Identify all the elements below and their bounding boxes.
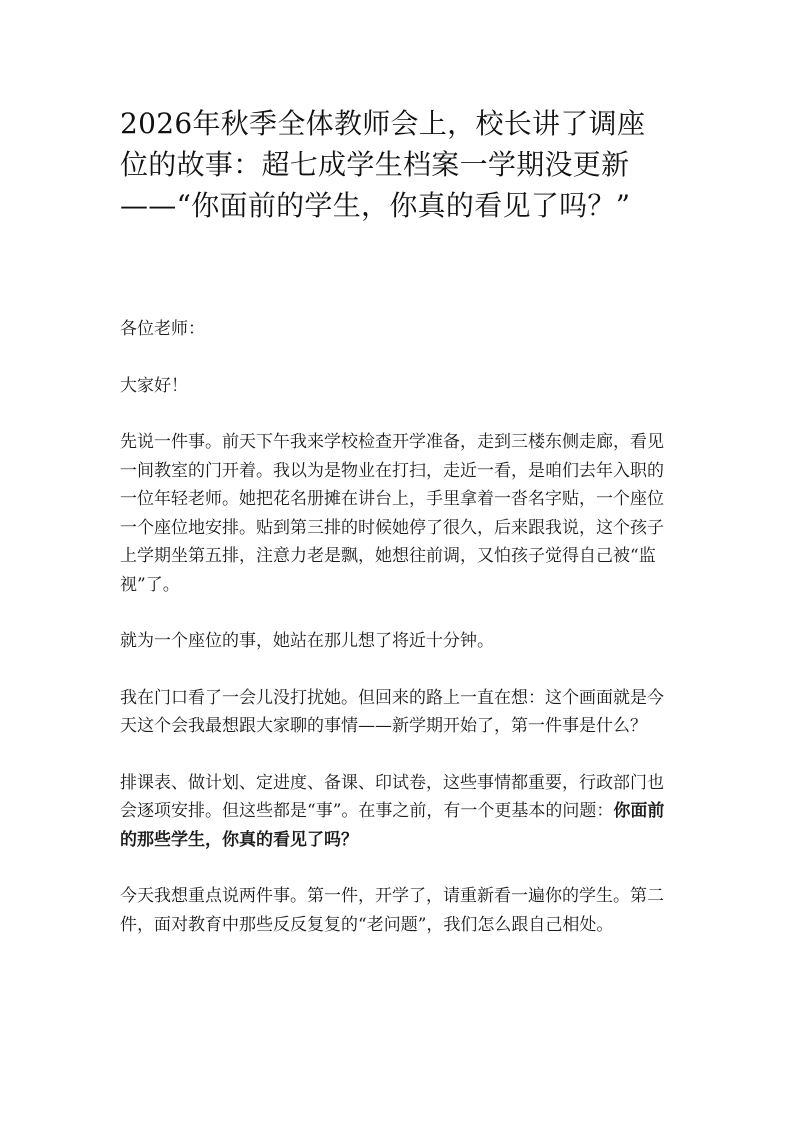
salutation: 各位老师：: [120, 319, 205, 339]
paragraph-key-question: [120, 769, 665, 855]
key-question-bold: 你面前的那些学生，你真的看见了吗？: [120, 801, 665, 850]
document-body: [120, 315, 665, 967]
greeting: 大家好！: [120, 375, 188, 396]
paragraph-reflection: 我在门口看了一会儿没打扰她。但回来的路上一直在想：这个画面就是今天这个会我最想跟大家聊的事情——新学期开始了，第一件事是什么？: [120, 687, 664, 736]
paragraph-key-question-text: 排课表、做计划、定进度、备课、印试卷，这些事情都重要，行政部门也会逐项安排。但这些都是“事”。在事之前，有一个更基本的问题：: [120, 772, 664, 821]
paragraph-ten-minutes: 就为一个座位的事，她站在那儿想了将近十分钟。: [120, 631, 494, 651]
paragraph-story: 先说一件事。前天下午我来学校检查开学准备，走到三楼东侧走廊，看见一间教室的门开着。我以为是物业在打扫，走近一看，是咱们去年入职的一位年轻老师。她把花名册摊在讲台上，手里拿着一沓名字贴，一个座位一个座位地安排。贴到第三排的时候她停了很久，后来跟我说，这个孩子上学期坐第五排，注意力老是飘，她想往前调，又怕孩子觉得自己被“监视”了。: [120, 432, 664, 595]
document-title: 2026年秋季全体教师会上，校长讲了调座位的故事：超七成学生档案一学期没更新——“你面前的学生，你真的看见了吗？”: [120, 107, 646, 222]
paragraph-two-topics: 今天我想重点说两件事。第一件，开学了，请重新看一遍你的学生。第二件，面对教育中那些反反复复的“老问题”，我们怎么跟自己相处。: [120, 886, 664, 935]
